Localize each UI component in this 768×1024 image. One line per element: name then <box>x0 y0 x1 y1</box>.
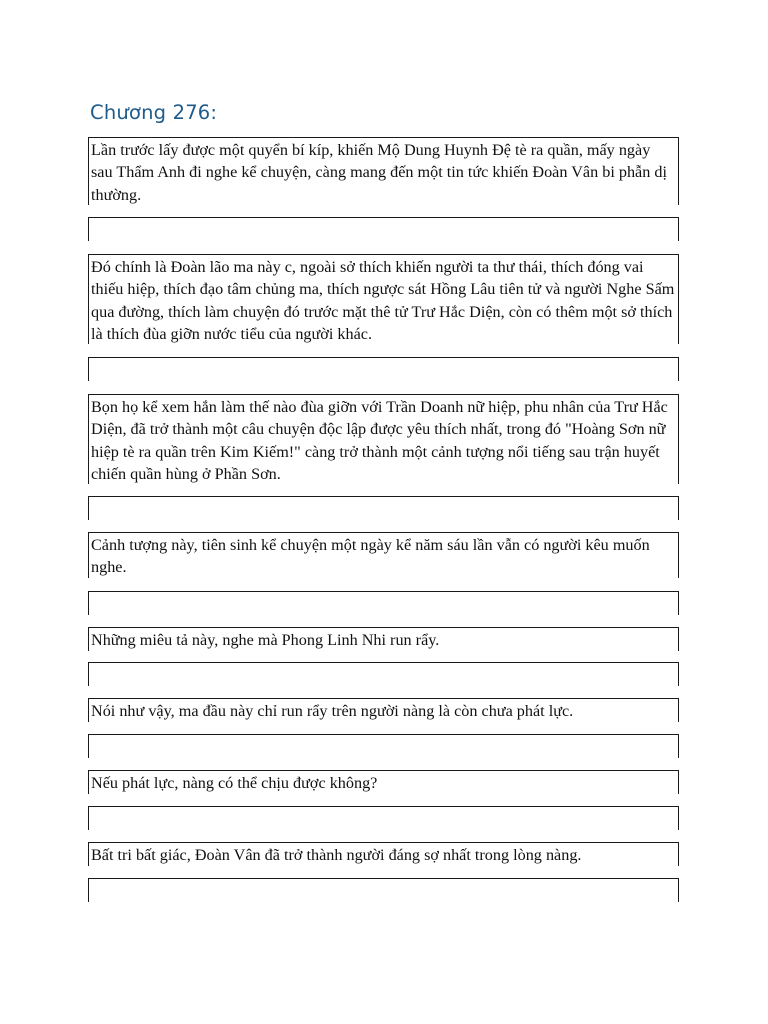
paragraph-box <box>88 842 679 866</box>
empty-paragraph-box <box>88 878 679 902</box>
paragraph-box <box>88 394 679 484</box>
empty-paragraph-box <box>88 217 679 241</box>
chapter-title: Chương 276: <box>90 101 218 124</box>
paragraph-text: Cảnh tượng này, tiên sinh kể chuyện một ngày kể năm sáu lần vẫn có người kêu muốn nghe. <box>91 536 650 577</box>
empty-paragraph-box <box>88 496 679 520</box>
paragraph-text: Những miêu tả này, nghe mà Phong Linh Nhi run rẩy. <box>91 631 440 649</box>
paragraph-text: Đó chính là Đoàn lão ma này c, ngoài sở thích khiến người ta thư thái, thích đóng vai thiếu hiệp, thích đạo tâm chủng ma, thích ngược sát Hồng Lâu tiên tử và người Nghe Sấm qua đường, thích làm chuyện đó trước mặt thê tử Trư Hắc Diện, còn có thêm một sở thích là thích đùa giỡn nước tiểu của người khác. <box>91 258 675 344</box>
paragraph-box <box>88 770 679 794</box>
empty-paragraph-box <box>88 357 679 381</box>
empty-paragraph-box <box>88 662 679 686</box>
empty-paragraph-box <box>88 591 679 615</box>
paragraph-text: Nếu phát lực, nàng có thể chịu được không? <box>91 774 378 792</box>
empty-paragraph-box <box>88 734 679 758</box>
paragraph-box <box>88 532 679 578</box>
paragraph-box <box>88 698 679 722</box>
empty-paragraph-box <box>88 806 679 830</box>
paragraph-box <box>88 254 679 344</box>
paragraph-text: Nói như vậy, ma đầu này chỉ run rẩy trên người nàng là còn chưa phát lực. <box>91 702 574 720</box>
paragraph-text: Bất tri bất giác, Đoàn Vân đã trở thành người đáng sợ nhất trong lòng nàng. <box>91 846 582 864</box>
paragraph-box <box>88 627 679 651</box>
paragraph-box <box>88 137 679 205</box>
paragraph-text: Lần trước lấy được một quyển bí kíp, khiến Mộ Dung Huynh Đệ tè ra quần, mấy ngày sau Thẩm Anh đi nghe kể chuyện, càng mang đến một tin tức khiến Đoàn Vân bi phẫn dị thường. <box>91 141 667 204</box>
paragraph-text: Bọn họ kể xem hắn làm thế nào đùa giỡn với Trần Doanh nữ hiệp, phu nhân của Trư Hắc Diện, đã trở thành một câu chuyện độc lập được yêu thích nhất, trong đó "Hoàng Sơn nữ hiệp tè ra quần trên Kim Kiếm!" càng trở thành một cảnh tượng nổi tiếng sau trận huyết chiến quần hùng ở Phần Sơn. <box>91 398 668 484</box>
